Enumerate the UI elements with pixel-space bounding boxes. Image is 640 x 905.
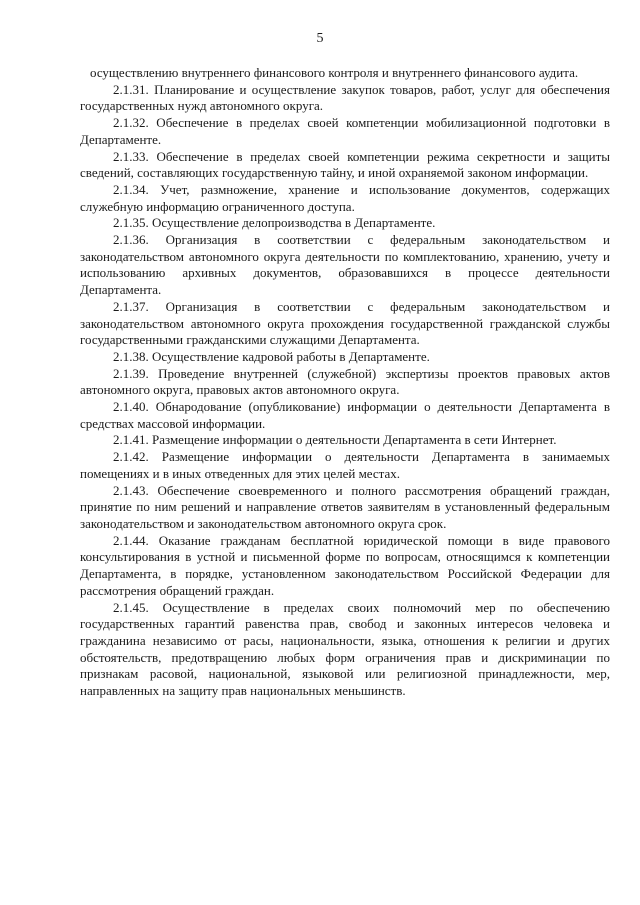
paragraph-2-1-39: 2.1.39. Проведение внутренней (служебной) экспертизы проектов правовых актов автономного округа, правовых актов автономного округа.	[80, 365, 610, 398]
paragraph-2-1-33: 2.1.33. Обеспечение в пределах своей компетенции режима секретности и защиты сведений, составляющих государственную тайну, и иной охраняемой законом информации.	[80, 148, 610, 181]
paragraph-2-1-43: 2.1.43. Обеспечение своевременного и полного рассмотрения обращений граждан, принятие по ним решений и направление ответов заявителям в установленный федеральным законодательством и законодательством автономного округа срок.	[80, 482, 610, 531]
paragraph-2-1-32: 2.1.32. Обеспечение в пределах своей компетенции мобилизационной подготовки в Департаменте.	[80, 115, 610, 147]
paragraph-2-1-38: 2.1.38. Осуществление кадровой работы в Департаменте.	[113, 348, 430, 364]
paragraph-2-1-40: 2.1.40. Обнародование (опубликование) информации о деятельности Департамента в средствах массовой информации.	[80, 399, 610, 431]
paragraph-2-1-45: 2.1.45. Осуществление в пределах своих полномочий мер по обеспечению государственных гарантий равенства прав, свобод и законных интересов человека и гражданина независимо от расы, национальности, языка, отношения к религии и других обстоятельств, предотвращению любых форм ограничения прав и дискриминации по признакам расовой, национальной, языковой или религиозной принадлежности, мер, направленных на защиту прав национальных меньшинств.	[80, 599, 610, 699]
paragraph-2-1-34: 2.1.34. Учет, размножение, хранение и использование документов, содержащих служебную информацию ограниченного доступа.	[80, 181, 610, 214]
document-body	[80, 65, 610, 700]
paragraph-2-1-44: 2.1.44. Оказание гражданам бесплатной юридической помощи в виде правового консультирования в устной и письменной форме по вопросам, относящимся к компетенции Департамента, в порядке, установленном законодательством Российской Федерации для рассмотрения обращений граждан.	[80, 532, 610, 598]
page-number: 5	[316, 31, 324, 46]
paragraph-2-1-42: 2.1.42. Размещение информации о деятельности Департамента в занимаемых помещениях и в иных отведенных для этих целей местах.	[80, 449, 610, 481]
paragraph-2-1-41: 2.1.41. Размещение информации о деятельности Департамента в сети Интернет.	[113, 432, 557, 448]
paragraph-2-1-36: 2.1.36. Организация в соответствии с федеральным законодательством и законодательством автономного округа деятельности по комплектованию, хранению, учету и использованию архивных документов, образовавшихся в процессе деятельности Департамента.	[80, 232, 610, 298]
paragraph-2-1-31: 2.1.31. Планирование и осуществление закупок товаров, работ, услуг для обеспечения государственных нужд автономного округа.	[80, 81, 610, 114]
continued-paragraph: осуществлению внутреннего финансового контроля и внутреннего финансового аудита.	[90, 65, 579, 80]
paragraph-2-1-35: 2.1.35. Осуществление делопроизводства в Департаменте.	[113, 215, 436, 231]
paragraph-2-1-37: 2.1.37. Организация в соответствии с федеральным законодательством и законодательством автономного округа прохождения государственной гражданской службы государственными гражданскими служащими Департамента.	[80, 298, 610, 348]
